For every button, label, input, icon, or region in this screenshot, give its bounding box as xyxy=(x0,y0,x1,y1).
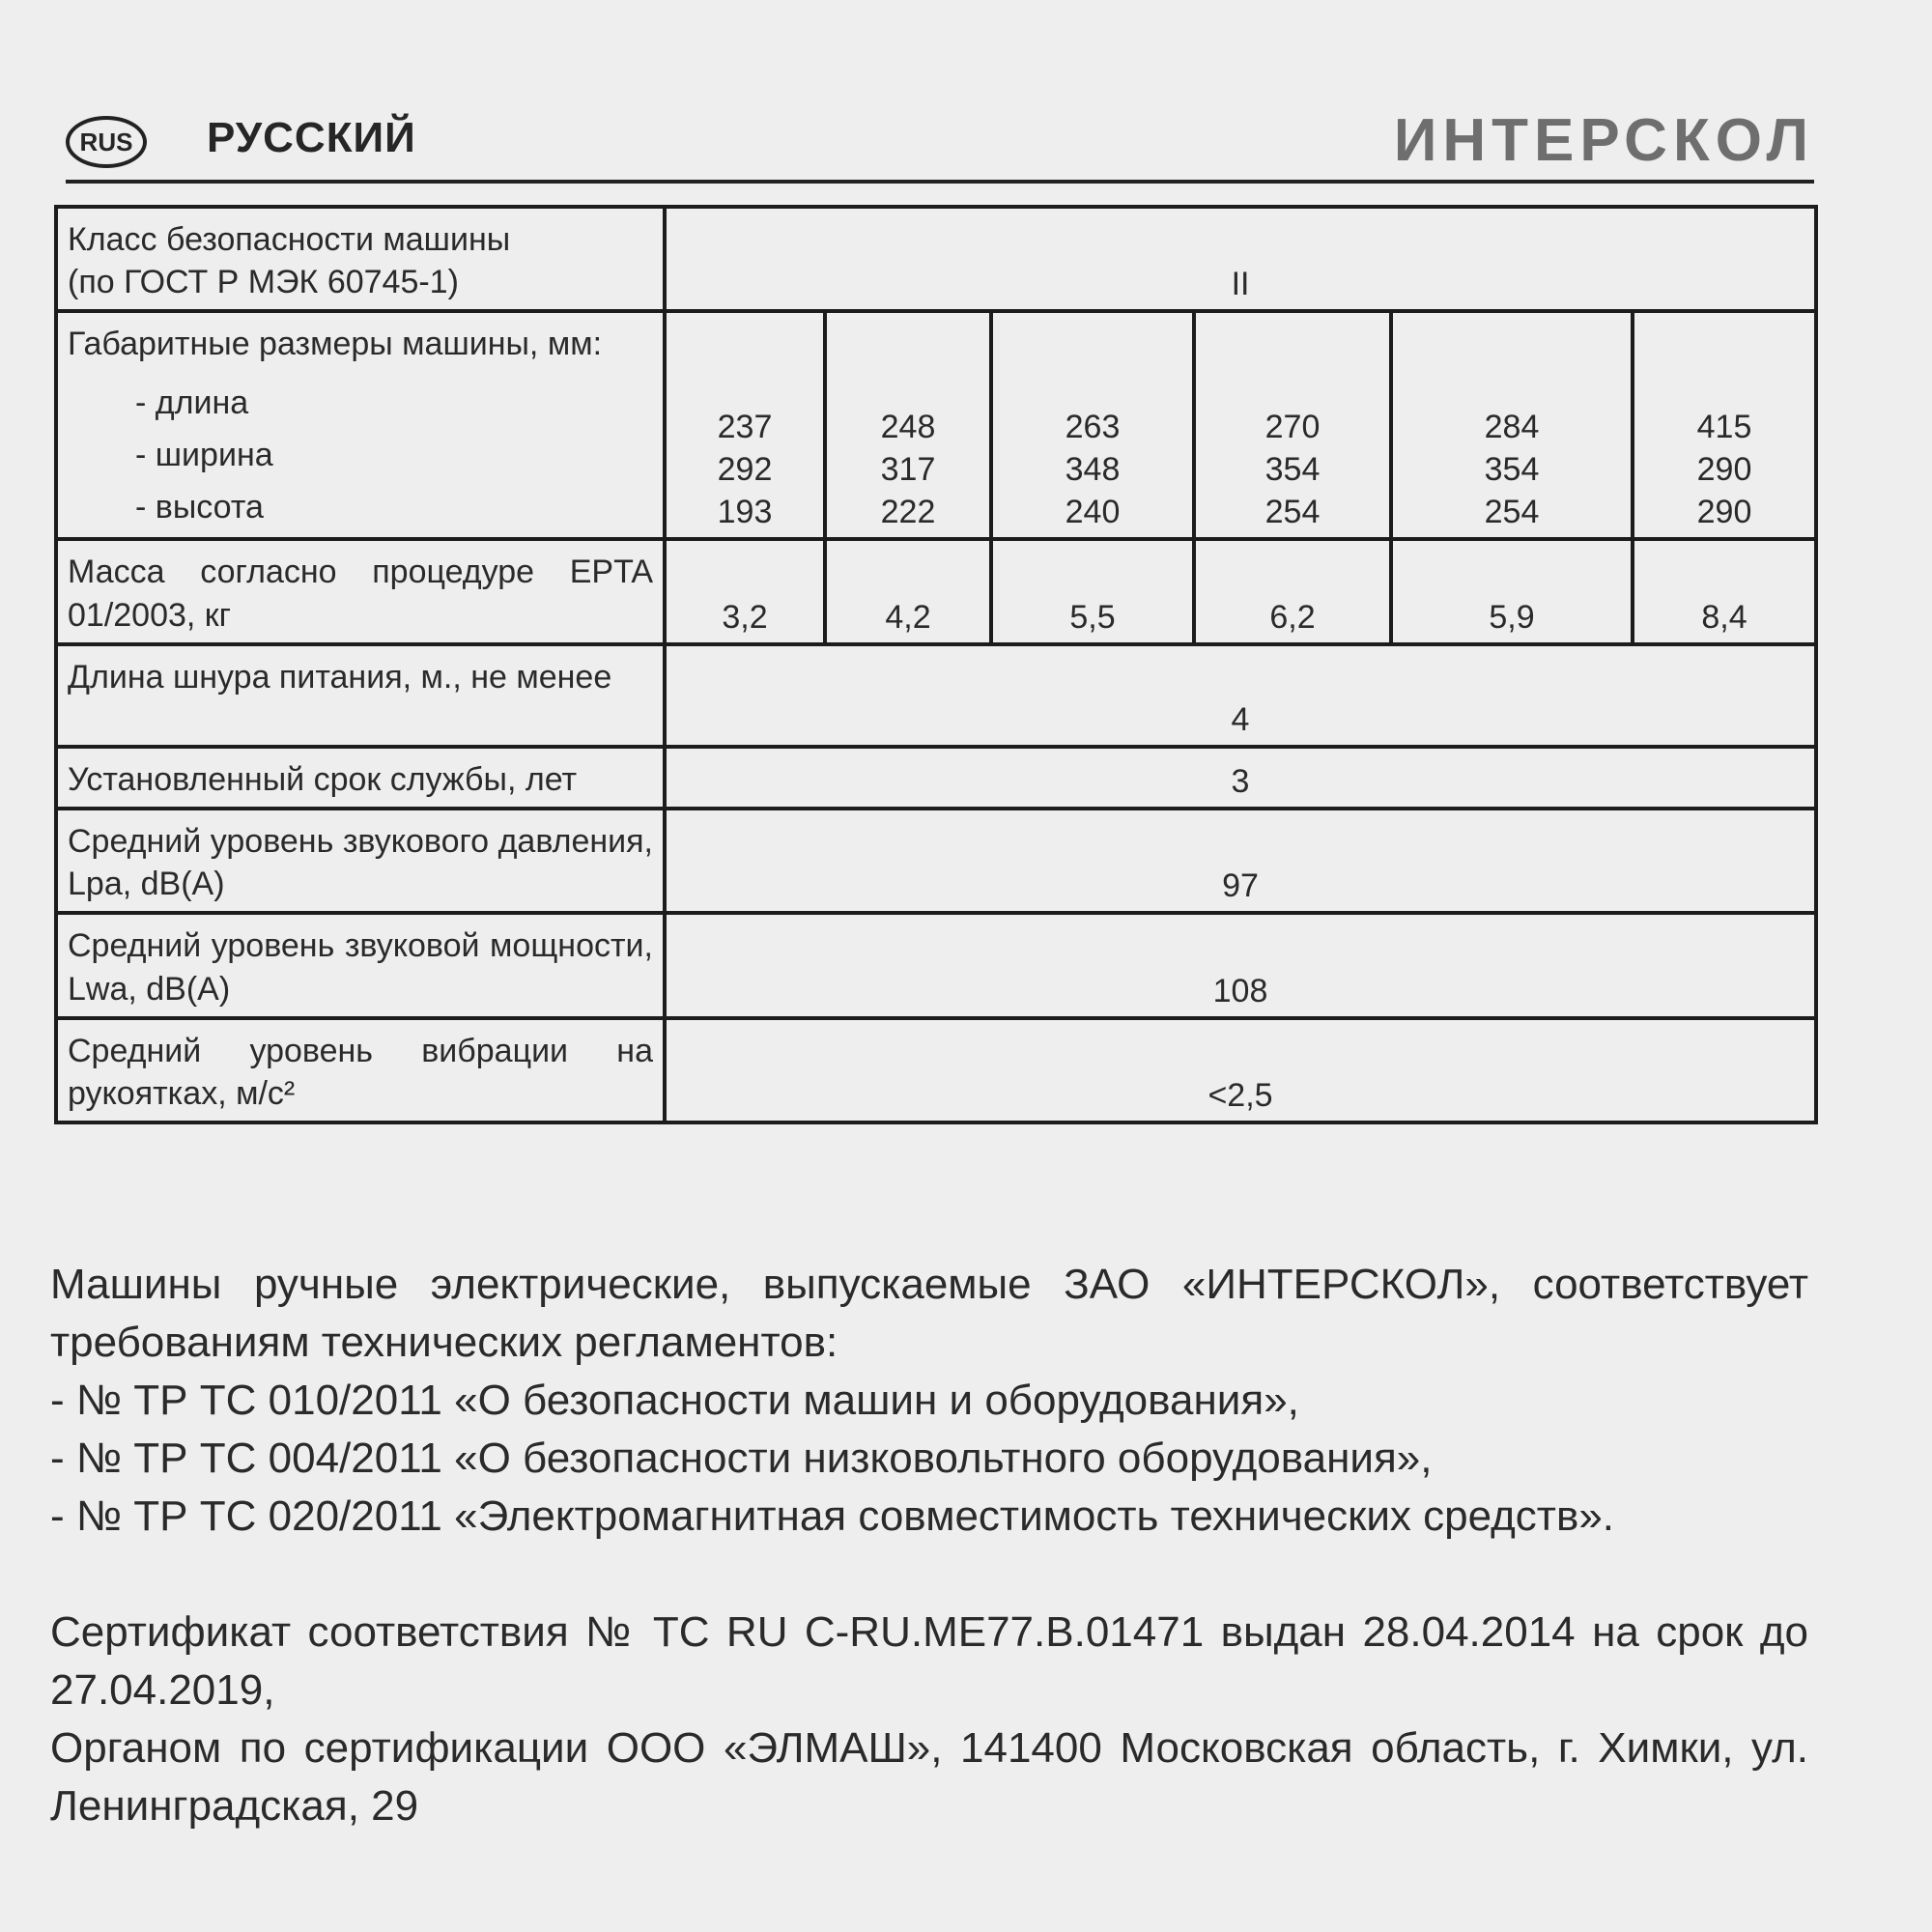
length-value: 263 xyxy=(1065,408,1121,445)
row-label xyxy=(56,207,665,311)
mass-label: Масса согласно процедуре EPTA 01/2003, кг xyxy=(56,539,665,643)
dimensions-cell xyxy=(1391,311,1633,539)
table-row-sound-power xyxy=(56,913,1816,1017)
length-value: 284 xyxy=(1484,408,1540,445)
dimensions-cell xyxy=(991,311,1194,539)
width-value: 354 xyxy=(1484,451,1540,488)
height-value: 290 xyxy=(1696,494,1752,531)
width-label: - ширина xyxy=(135,436,273,473)
row-label xyxy=(56,311,665,539)
mass-value: 3,2 xyxy=(665,539,825,643)
service-life-label: Установленный срок службы, лет xyxy=(56,747,665,809)
height-value: 254 xyxy=(1264,494,1321,531)
table-row-safety-class xyxy=(56,207,1816,311)
height-value: 240 xyxy=(1065,494,1121,531)
width-value: 354 xyxy=(1264,451,1321,488)
height-label: - высота xyxy=(135,488,264,526)
certificate-line: Сертификат соответствия № ТС RU C-RU.ME77.B.01471 выдан 28.04.2014 на срок до 27.04.2019, xyxy=(50,1608,1808,1714)
compliance-section xyxy=(50,1256,1808,1546)
vibration-label: Средний уровень вибрации на рукоятках, м/с² xyxy=(56,1018,665,1122)
length-label: - длина xyxy=(135,384,249,421)
compliance-intro: Машины ручные электрические, выпускаемые ЗАО «ИНТЕРСКОЛ», соответствует требованиям технических регламентов: xyxy=(50,1261,1808,1366)
length-value: 237 xyxy=(717,408,773,445)
width-value: 317 xyxy=(880,451,936,488)
page-header xyxy=(66,106,1814,193)
sound-power-value: 108 xyxy=(665,913,1816,1017)
length-value: 270 xyxy=(1264,408,1321,445)
dimensions-cell xyxy=(1633,311,1816,539)
table-row-sound-pressure xyxy=(56,809,1816,913)
dimensions-cell xyxy=(1194,311,1391,539)
mass-value: 6,2 xyxy=(1194,539,1391,643)
dimensions-cell xyxy=(825,311,991,539)
table-row-service-life xyxy=(56,747,1816,809)
height-value: 222 xyxy=(880,494,936,531)
header-divider xyxy=(66,180,1814,184)
compliance-item: - № ТР ТС 010/2011 «О безопасности машин и оборудования», xyxy=(50,1377,1299,1424)
certificate-authority: Органом по сертификации ООО «ЭЛМАШ», 141400 Московская область, г. Химки, ул. Ленинградская, 29 xyxy=(50,1724,1808,1830)
language-code: RUS xyxy=(79,127,133,156)
label-line: (по ГОСТ Р МЭК 60745-1) xyxy=(68,264,459,301)
sound-pressure-label: Средний уровень звукового давления, Lpa, dB(A) xyxy=(56,809,665,913)
mass-value: 5,9 xyxy=(1391,539,1633,643)
compliance-item: - № ТР ТС 004/2011 «О безопасности низковольтного оборудования», xyxy=(50,1435,1433,1482)
language-title: РУССКИЙ xyxy=(207,114,416,161)
width-value: 290 xyxy=(1696,451,1752,488)
label-line: Класс безопасности машины xyxy=(68,221,511,258)
table-row-mass xyxy=(56,539,1816,643)
mass-value: 8,4 xyxy=(1633,539,1816,643)
language-badge xyxy=(66,116,147,168)
table-row-vibration xyxy=(56,1018,1816,1122)
dimensions-cell xyxy=(665,311,825,539)
certificate-section xyxy=(50,1604,1808,1835)
height-value: 193 xyxy=(717,494,773,531)
cord-length-label: Длина шнура питания, м., не менее xyxy=(56,644,665,747)
width-value: 292 xyxy=(717,451,773,488)
specifications-table xyxy=(54,205,1818,1124)
service-life-value: 3 xyxy=(665,747,1816,809)
vibration-value: <2,5 xyxy=(665,1018,1816,1122)
length-value: 248 xyxy=(880,408,936,445)
dimensions-label: Габаритные размеры машины, мм: xyxy=(68,326,603,363)
width-value: 348 xyxy=(1065,451,1121,488)
sound-power-label: Средний уровень звуковой мощности, Lwa, dB(A) xyxy=(56,913,665,1017)
height-value: 254 xyxy=(1484,494,1540,531)
length-value: 415 xyxy=(1696,408,1752,445)
table-row-dimensions xyxy=(56,311,1816,539)
sound-pressure-value: 97 xyxy=(665,809,1816,913)
brand-logo: ИНТЕРСКОЛ xyxy=(1393,107,1814,174)
mass-value: 5,5 xyxy=(991,539,1194,643)
compliance-item: - № ТР ТС 020/2011 «Электромагнитная совместимость технических средств». xyxy=(50,1492,1615,1540)
table-row-cord-length xyxy=(56,644,1816,747)
cord-length-value: 4 xyxy=(665,644,1816,747)
mass-value: 4,2 xyxy=(825,539,991,643)
safety-class-value: II xyxy=(665,207,1816,311)
